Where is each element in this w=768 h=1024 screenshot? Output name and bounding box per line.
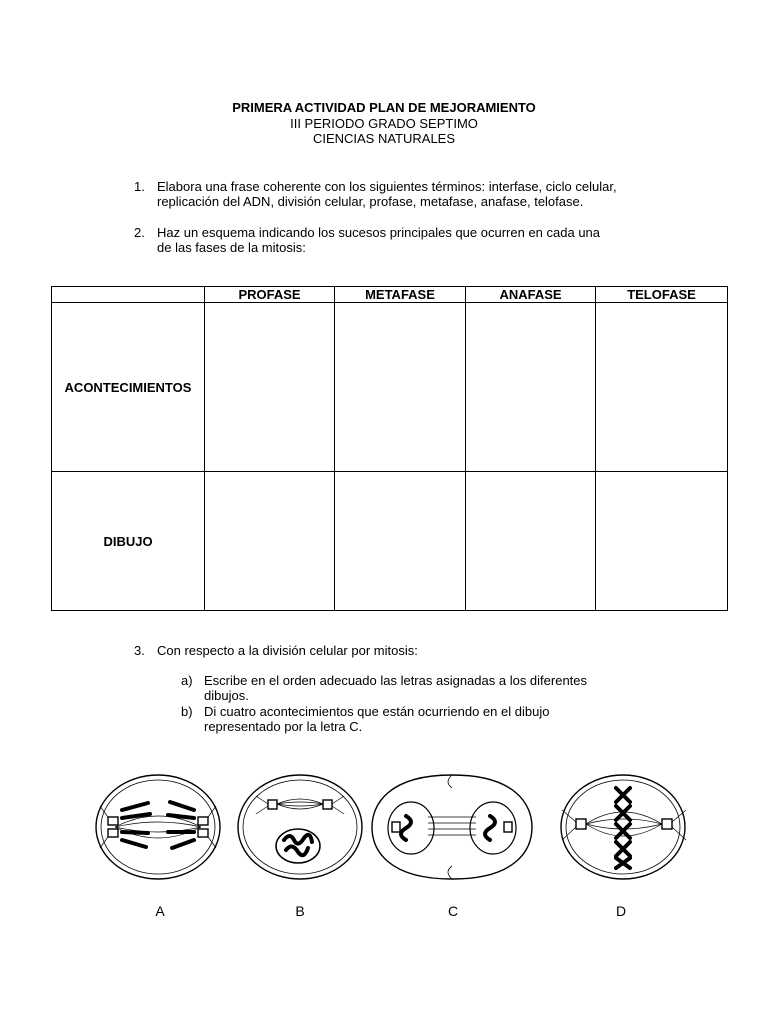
row-label-dibujo: DIBUJO	[52, 472, 205, 611]
figure-label-a: A	[155, 903, 165, 919]
question-1-number: 1.	[134, 179, 145, 194]
drawing-cell[interactable]	[596, 472, 728, 611]
table-row-dibujo	[52, 472, 728, 611]
document-subtitle-subject: CIENCIAS NATURALES	[312, 131, 456, 146]
question-3a-line-1: Escribe en el orden adecuado las letras asignadas a los diferentes	[204, 673, 588, 688]
table-header-row	[52, 287, 728, 303]
question-3a-line-2: dibujos.	[204, 688, 249, 703]
question-2-number: 2.	[134, 225, 145, 240]
question-3-line-1: Con respecto a la división celular por mitosis:	[157, 643, 418, 658]
question-1	[134, 179, 694, 211]
column-header-metafase: METAFASE	[335, 287, 466, 303]
cell-a-drawing	[96, 775, 220, 879]
question-3-number: 3.	[134, 643, 145, 658]
drawing-cell[interactable]	[335, 472, 466, 611]
drawing-cell[interactable]	[205, 472, 335, 611]
drawing-cell[interactable]	[466, 472, 596, 611]
question-3b-label: b)	[181, 704, 193, 719]
table-corner-cell	[52, 287, 205, 303]
mitosis-phases-table	[51, 286, 728, 611]
figure-label-b: B	[295, 903, 305, 919]
column-header-profase: PROFASE	[205, 287, 335, 303]
answer-cell[interactable]	[205, 303, 335, 472]
question-2-line-1: Haz un esquema indicando los sucesos principales que ocurren en cada una	[157, 225, 601, 240]
document-header	[0, 100, 768, 147]
question-2	[134, 225, 694, 257]
question-1-line-2: replicación del ADN, división celular, profase, metafase, anafase, telofase.	[157, 194, 584, 209]
question-3a-label: a)	[181, 673, 193, 688]
table-row-acontecimientos	[52, 303, 728, 472]
row-label-acontecimientos: ACONTECIMIENTOS	[52, 303, 205, 472]
cell-b-drawing	[238, 775, 362, 879]
mitosis-figure	[88, 770, 704, 930]
question-2-line-2: de las fases de la mitosis:	[157, 240, 306, 255]
answer-cell[interactable]	[466, 303, 596, 472]
answer-cell[interactable]	[335, 303, 466, 472]
figure-label-d: D	[615, 903, 627, 919]
question-3b-line-2: representado por la letra C.	[204, 719, 363, 734]
column-header-anafase: ANAFASE	[466, 287, 596, 303]
cell-d-drawing	[561, 775, 686, 879]
cell-c-drawing	[372, 775, 532, 879]
figure-label-c: C	[447, 903, 459, 919]
question-3b-line-1: Di cuatro acontecimientos que están ocurriendo en el dibujo	[204, 704, 550, 719]
document-subtitle-period: III PERIODO GRADO SEPTIMO	[290, 115, 478, 131]
column-header-telofase: TELOFASE	[596, 287, 728, 303]
question-3	[134, 643, 694, 738]
question-1-line-1: Elabora una frase coherente con los siguientes términos: interfase, ciclo celular,	[157, 179, 617, 194]
answer-cell[interactable]	[596, 303, 728, 472]
document-title: PRIMERA ACTIVIDAD PLAN DE MEJORAMIENTO	[232, 100, 536, 115]
